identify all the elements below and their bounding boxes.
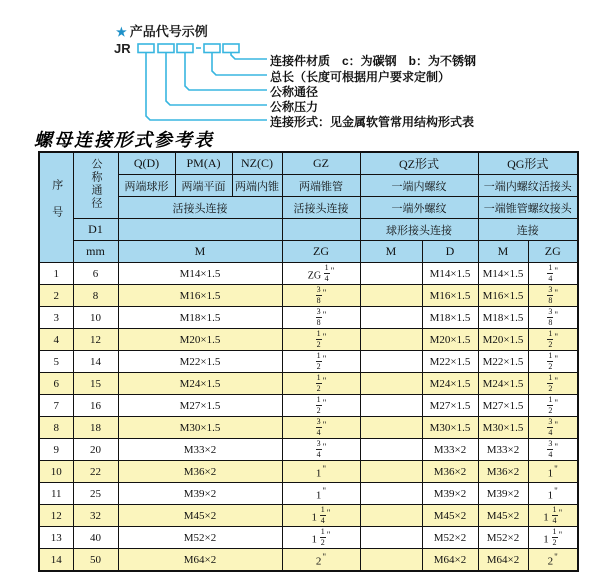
- cell-qg-zg: 1": [528, 483, 578, 505]
- cell-seq: 5: [39, 351, 73, 373]
- cell-gz-zg: 1": [282, 483, 360, 505]
- table-row: [39, 329, 578, 351]
- cell-m-thread: M22×1.5: [118, 351, 282, 373]
- cell-m-thread: M45×2: [118, 505, 282, 527]
- cell-qg-m: M45×2: [478, 505, 528, 527]
- table-row: [39, 527, 578, 549]
- cell-seq: 7: [39, 395, 73, 417]
- header-dn: 公称通径: [73, 152, 118, 219]
- table-row: [39, 307, 578, 329]
- cell-m-thread: M36×2: [118, 461, 282, 483]
- header-desc-qz: 一端内螺纹: [360, 175, 478, 197]
- cell-qg-m: M16×1.5: [478, 285, 528, 307]
- code-box: [177, 44, 193, 53]
- diagram-label-diameter: 公称通径: [270, 85, 319, 99]
- header-unit-m: M: [118, 241, 282, 263]
- cell-seq: 11: [39, 483, 73, 505]
- cell-seq: 6: [39, 373, 73, 395]
- cell-qz-m: [360, 307, 422, 329]
- cell-seq: 2: [39, 285, 73, 307]
- cell-qg-zg: $\frac{1}{2}$ ": [528, 373, 578, 395]
- cell-qz-d: M64×2: [422, 549, 478, 572]
- cell-qz-m: [360, 461, 422, 483]
- header-desc-q: 两端球形: [118, 175, 175, 197]
- cell-seq: 10: [39, 461, 73, 483]
- cell-qg-zg: $\frac{1}{4}$ ": [528, 263, 578, 285]
- cell-gz-zg: 1 $\frac{1}{4}$ ": [282, 505, 360, 527]
- diagram-heading-text: 产品代号示例: [129, 24, 208, 39]
- cell-qg-m: M64×2: [478, 549, 528, 572]
- cell-qz-m: [360, 527, 422, 549]
- cell-qg-m: M30×1.5: [478, 417, 528, 439]
- cell-gz-zg: $\frac{1}{2}$ ": [282, 351, 360, 373]
- table-row: [39, 461, 578, 483]
- cell-qz-m: [360, 263, 422, 285]
- cell-dn: 14: [73, 351, 118, 373]
- header-unit-zg: ZG: [282, 241, 360, 263]
- table-row: [39, 549, 578, 572]
- header-unit-qz-m: M: [360, 241, 422, 263]
- cell-qg-m: M14×1.5: [478, 263, 528, 285]
- cell-qg-m: M36×2: [478, 461, 528, 483]
- code-box: [204, 44, 220, 53]
- diagram-label-material: 连接件材质 c：为碳钢 b：为不锈钢: [270, 54, 477, 68]
- header-code-q: Q(D): [118, 152, 175, 175]
- cell-qz-m: [360, 351, 422, 373]
- cell-qg-zg: $\frac{3}{8}$ ": [528, 285, 578, 307]
- table-header: [39, 152, 578, 263]
- cell-qg-zg: 1 $\frac{1}{4}$ ": [528, 505, 578, 527]
- diagram-label-connection: 连接形式：见金属软管常用结构形式表: [270, 115, 475, 129]
- cell-qz-d: M20×1.5: [422, 329, 478, 351]
- cell-seq: 9: [39, 439, 73, 461]
- cell-qz-d: M52×2: [422, 527, 478, 549]
- cell-qg-zg: $\frac{3}{4}$ ": [528, 439, 578, 461]
- cell-dn: 50: [73, 549, 118, 572]
- cell-qz-d: M36×2: [422, 461, 478, 483]
- cell-qz-d: M39×2: [422, 483, 478, 505]
- header-desc-nz: 两端内锥: [232, 175, 282, 197]
- cell-qg-zg: $\frac{3}{4}$ ": [528, 417, 578, 439]
- cell-qz-d: M33×2: [422, 439, 478, 461]
- header-conn-qz: 一端外螺纹: [360, 197, 478, 219]
- cell-qz-m: [360, 373, 422, 395]
- cell-dn: 10: [73, 307, 118, 329]
- table-row: [39, 395, 578, 417]
- header-unit-mm: mm: [73, 241, 118, 263]
- lead-line: [231, 53, 267, 60]
- code-box: [223, 44, 239, 53]
- cell-qg-m: M22×1.5: [478, 351, 528, 373]
- header-unit-qz-d: D: [422, 241, 478, 263]
- cell-qz-d: M22×1.5: [422, 351, 478, 373]
- lead-line: [185, 53, 267, 91]
- cell-qz-m: [360, 417, 422, 439]
- cell-gz-zg: $\frac{3}{8}$ ": [282, 307, 360, 329]
- diagram-label-length: 总长（长度可根据用户要求定制）: [270, 70, 451, 84]
- nut-connection-table: [38, 151, 579, 572]
- cell-gz-zg: $\frac{3}{4}$ ": [282, 439, 360, 461]
- header-code-nz: NZ(C): [232, 152, 282, 175]
- header-conn-qpn: 活接头连接: [118, 197, 282, 219]
- cell-seq: 3: [39, 307, 73, 329]
- cell-gz-zg: $\frac{1}{2}$ ": [282, 373, 360, 395]
- cell-dn: 15: [73, 373, 118, 395]
- lead-line: [212, 53, 267, 76]
- cell-seq: 1: [39, 263, 73, 285]
- cell-m-thread: M33×2: [118, 439, 282, 461]
- cell-qz-m: [360, 549, 422, 572]
- table-row: [39, 351, 578, 373]
- cell-dn: 32: [73, 505, 118, 527]
- header-desc-gz: 两端锥管: [282, 175, 360, 197]
- cell-qg-m: M39×2: [478, 483, 528, 505]
- cell-gz-zg: 1 $\frac{1}{2}$ ": [282, 527, 360, 549]
- cell-dn: 6: [73, 263, 118, 285]
- cell-m-thread: M64×2: [118, 549, 282, 572]
- table-row: [39, 439, 578, 461]
- header-conn2-qz: 球形接头连接: [360, 219, 478, 241]
- cell-qz-d: M18×1.5: [422, 307, 478, 329]
- cell-qz-d: M16×1.5: [422, 285, 478, 307]
- header-code-qz: QZ形式: [360, 152, 478, 175]
- cell-dn: 12: [73, 329, 118, 351]
- cell-qg-zg: $\frac{1}{2}$ ": [528, 351, 578, 373]
- header-empty-gz: [282, 219, 360, 241]
- cell-seq: 8: [39, 417, 73, 439]
- cell-m-thread: M24×1.5: [118, 373, 282, 395]
- cell-dn: 16: [73, 395, 118, 417]
- cell-qg-m: M18×1.5: [478, 307, 528, 329]
- lead-line: [146, 53, 267, 121]
- cell-qg-zg: 2": [528, 549, 578, 572]
- cell-m-thread: M52×2: [118, 527, 282, 549]
- header-conn-qg: 一端锥管螺纹接头: [478, 197, 578, 219]
- cell-qg-m: M24×1.5: [478, 373, 528, 395]
- table-row: [39, 483, 578, 505]
- cell-seq: 4: [39, 329, 73, 351]
- cell-gz-zg: $\frac{3}{4}$ ": [282, 417, 360, 439]
- code-prefix: JR: [114, 41, 131, 56]
- cell-m-thread: M30×1.5: [118, 417, 282, 439]
- header-code-gz: GZ: [282, 152, 360, 175]
- cell-qg-zg: 1": [528, 461, 578, 483]
- cell-qg-zg: $\frac{1}{2}$ ": [528, 329, 578, 351]
- cell-m-thread: M14×1.5: [118, 263, 282, 285]
- cell-qg-m: M27×1.5: [478, 395, 528, 417]
- header-code-pm: PM(A): [175, 152, 232, 175]
- diagram-heading: [116, 21, 208, 40]
- cell-seq: 14: [39, 549, 73, 572]
- table-row: [39, 417, 578, 439]
- table-body: [39, 263, 578, 572]
- star-icon: ★: [116, 25, 127, 39]
- cell-dn: 22: [73, 461, 118, 483]
- table-row: [39, 263, 578, 285]
- cell-qz-d: M45×2: [422, 505, 478, 527]
- cell-gz-zg: 2": [282, 549, 360, 572]
- cell-gz-zg: $\frac{1}{2}$ ": [282, 329, 360, 351]
- cell-dn: 40: [73, 527, 118, 549]
- product-code-diagram: [0, 0, 600, 130]
- cell-qg-zg: $\frac{1}{2}$ ": [528, 395, 578, 417]
- table-row: [39, 505, 578, 527]
- cell-seq: 13: [39, 527, 73, 549]
- header-d1: D1: [73, 219, 118, 241]
- header-conn2-qg: 连接: [478, 219, 578, 241]
- header-desc-pm: 两端平面: [175, 175, 232, 197]
- lead-line: [166, 53, 267, 106]
- diagram-label-pressure: 公称压力: [270, 100, 319, 114]
- header-code-qg: QG形式: [478, 152, 578, 175]
- cell-m-thread: M16×1.5: [118, 285, 282, 307]
- header-empty-qpn: [118, 219, 282, 241]
- cell-gz-zg: 1": [282, 461, 360, 483]
- code-box: [158, 44, 174, 53]
- cell-gz-zg: $\frac{1}{2}$ ": [282, 395, 360, 417]
- cell-m-thread: M27×1.5: [118, 395, 282, 417]
- header-desc-qg: 一端内螺纹活接头: [478, 175, 578, 197]
- cell-m-thread: M39×2: [118, 483, 282, 505]
- cell-m-thread: M20×1.5: [118, 329, 282, 351]
- table-row: [39, 373, 578, 395]
- cell-dn: 8: [73, 285, 118, 307]
- cell-qg-m: M52×2: [478, 527, 528, 549]
- cell-qz-m: [360, 439, 422, 461]
- cell-qz-d: M24×1.5: [422, 373, 478, 395]
- cell-dn: 18: [73, 417, 118, 439]
- cell-qz-d: M30×1.5: [422, 417, 478, 439]
- cell-qg-zg: 1 $\frac{1}{2}$ ": [528, 527, 578, 549]
- cell-dn: 25: [73, 483, 118, 505]
- cell-qz-m: [360, 285, 422, 307]
- cell-dn: 20: [73, 439, 118, 461]
- table-title: 螺母连接形式参考表: [34, 130, 214, 150]
- header-seq: 序号: [39, 152, 73, 263]
- header-unit-qg-zg: ZG: [528, 241, 578, 263]
- header-unit-qg-m: M: [478, 241, 528, 263]
- header-conn-gz: 活接头连接: [282, 197, 360, 219]
- cell-qg-m: M33×2: [478, 439, 528, 461]
- cell-seq: 12: [39, 505, 73, 527]
- cell-qg-m: M20×1.5: [478, 329, 528, 351]
- cell-m-thread: M18×1.5: [118, 307, 282, 329]
- cell-qz-d: M27×1.5: [422, 395, 478, 417]
- cell-qz-m: [360, 483, 422, 505]
- cell-gz-zg: $\frac{3}{8}$ ": [282, 285, 360, 307]
- code-box: [138, 44, 154, 53]
- cell-qz-m: [360, 329, 422, 351]
- cell-qg-zg: $\frac{3}{8}$ ": [528, 307, 578, 329]
- cell-qz-m: [360, 395, 422, 417]
- cell-qz-m: [360, 505, 422, 527]
- cell-qz-d: M14×1.5: [422, 263, 478, 285]
- table-row: [39, 285, 578, 307]
- cell-gz-zg: ZG $\frac{1}{4}$ ": [282, 263, 360, 285]
